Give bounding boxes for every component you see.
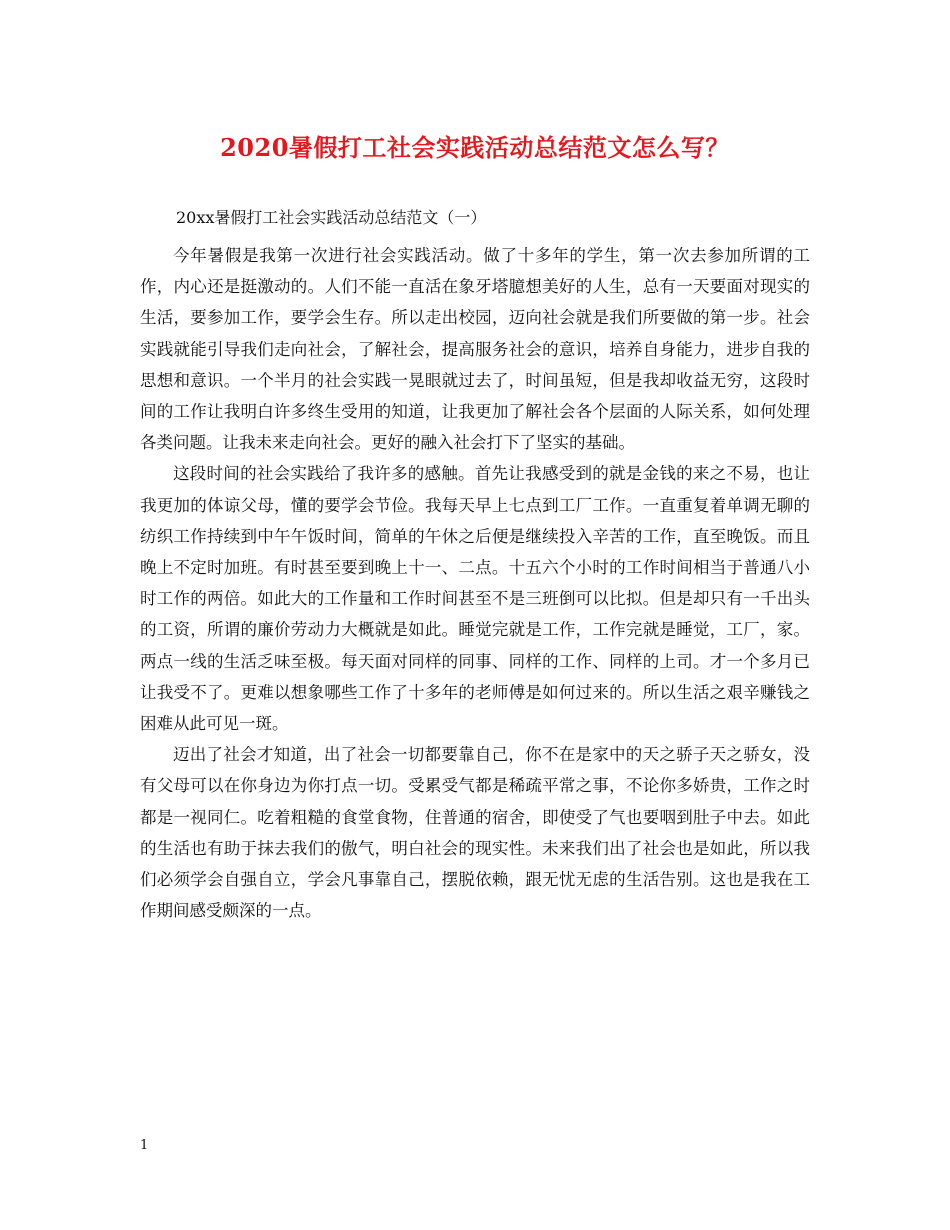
- document-body: [140, 240, 810, 926]
- paragraph-2: 这段时间的社会实践给了我许多的感触。首先让我感受到的就是金钱的来之不易，也让我更加的体谅父母，懂的要学会节俭。我每天早上七点到工厂工作。一直重复着单调无聊的纺织工作持续到中午午饭时间，简单的午休之后便是继续投入辛苦的工作，直至晚饭。而且晚上不定时加班。有时甚至要到晚上十一、二点。十五六个小时的工作时间相当于普通八小时工作的两倍。如此大的工作量和工作时间甚至不是三班倒可以比拟。但是却只有一千出头的工资，所谓的廉价劳动力大概就是如此。睡觉完就是工作，工作完就是睡觉，工厂，家。两点一线的生活乏味至极。每天面对同样的同事、同样的工作、同样的上司。才一个多月已让我受不了。更难以想象哪些工作了十多年的老师傅是如何过来的。所以生活之艰辛赚钱之困难从此可见一斑。: [140, 464, 810, 734]
- document-title: 2020暑假打工社会实践活动总结范文怎么写？: [220, 133, 730, 162]
- paragraph-3: 迈出了社会才知道，出了社会一切都要靠自己，你不在是家中的天之骄子天之骄女，没有父母可以在你身边为你打点一切。受累受气都是稀疏平常之事，不论你多娇贵，工作之时都是一视同仁。吃着粗糙的食堂食物，住普通的宿舍，即使受了气也要咽到肚子中去。如此的生活也有助于抹去我们的傲气，明白社会的现实性。未来我们出了社会也是如此，所以我们必须学会自强自立，学会凡事靠自己，摆脱依赖，跟无忧无虑的生活告别。这也是我在工作期间感受颇深的一点。: [140, 745, 810, 921]
- paragraph-1: 今年暑假是我第一次进行社会实践活动。做了十多年的学生，第一次去参加所谓的工作，内心还是挺激动的。人们不能一直活在象牙塔臆想美好的人生，总有一天要面对现实的生活，要参加工作，要学会生存。所以走出校园，迈向社会就是我们所要做的第一步。社会实践就能引导我们走向社会，了解社会，提高服务社会的意识，培养自身能力，进步自我的思想和意识。一个半月的社会实践一晃眼就过去了，时间虽短，但是我却收益无穷，这段时间的工作让我明白许多终生受用的知道，让我更加了解社会各个层面的人际关系，如何处理各类问题。让我未来走向社会。更好的融入社会打下了坚实的基础。: [140, 246, 810, 453]
- page-number: 1: [140, 1138, 149, 1153]
- section-subtitle: 20xx暑假打工社会实践活动总结范文（一）: [176, 208, 487, 227]
